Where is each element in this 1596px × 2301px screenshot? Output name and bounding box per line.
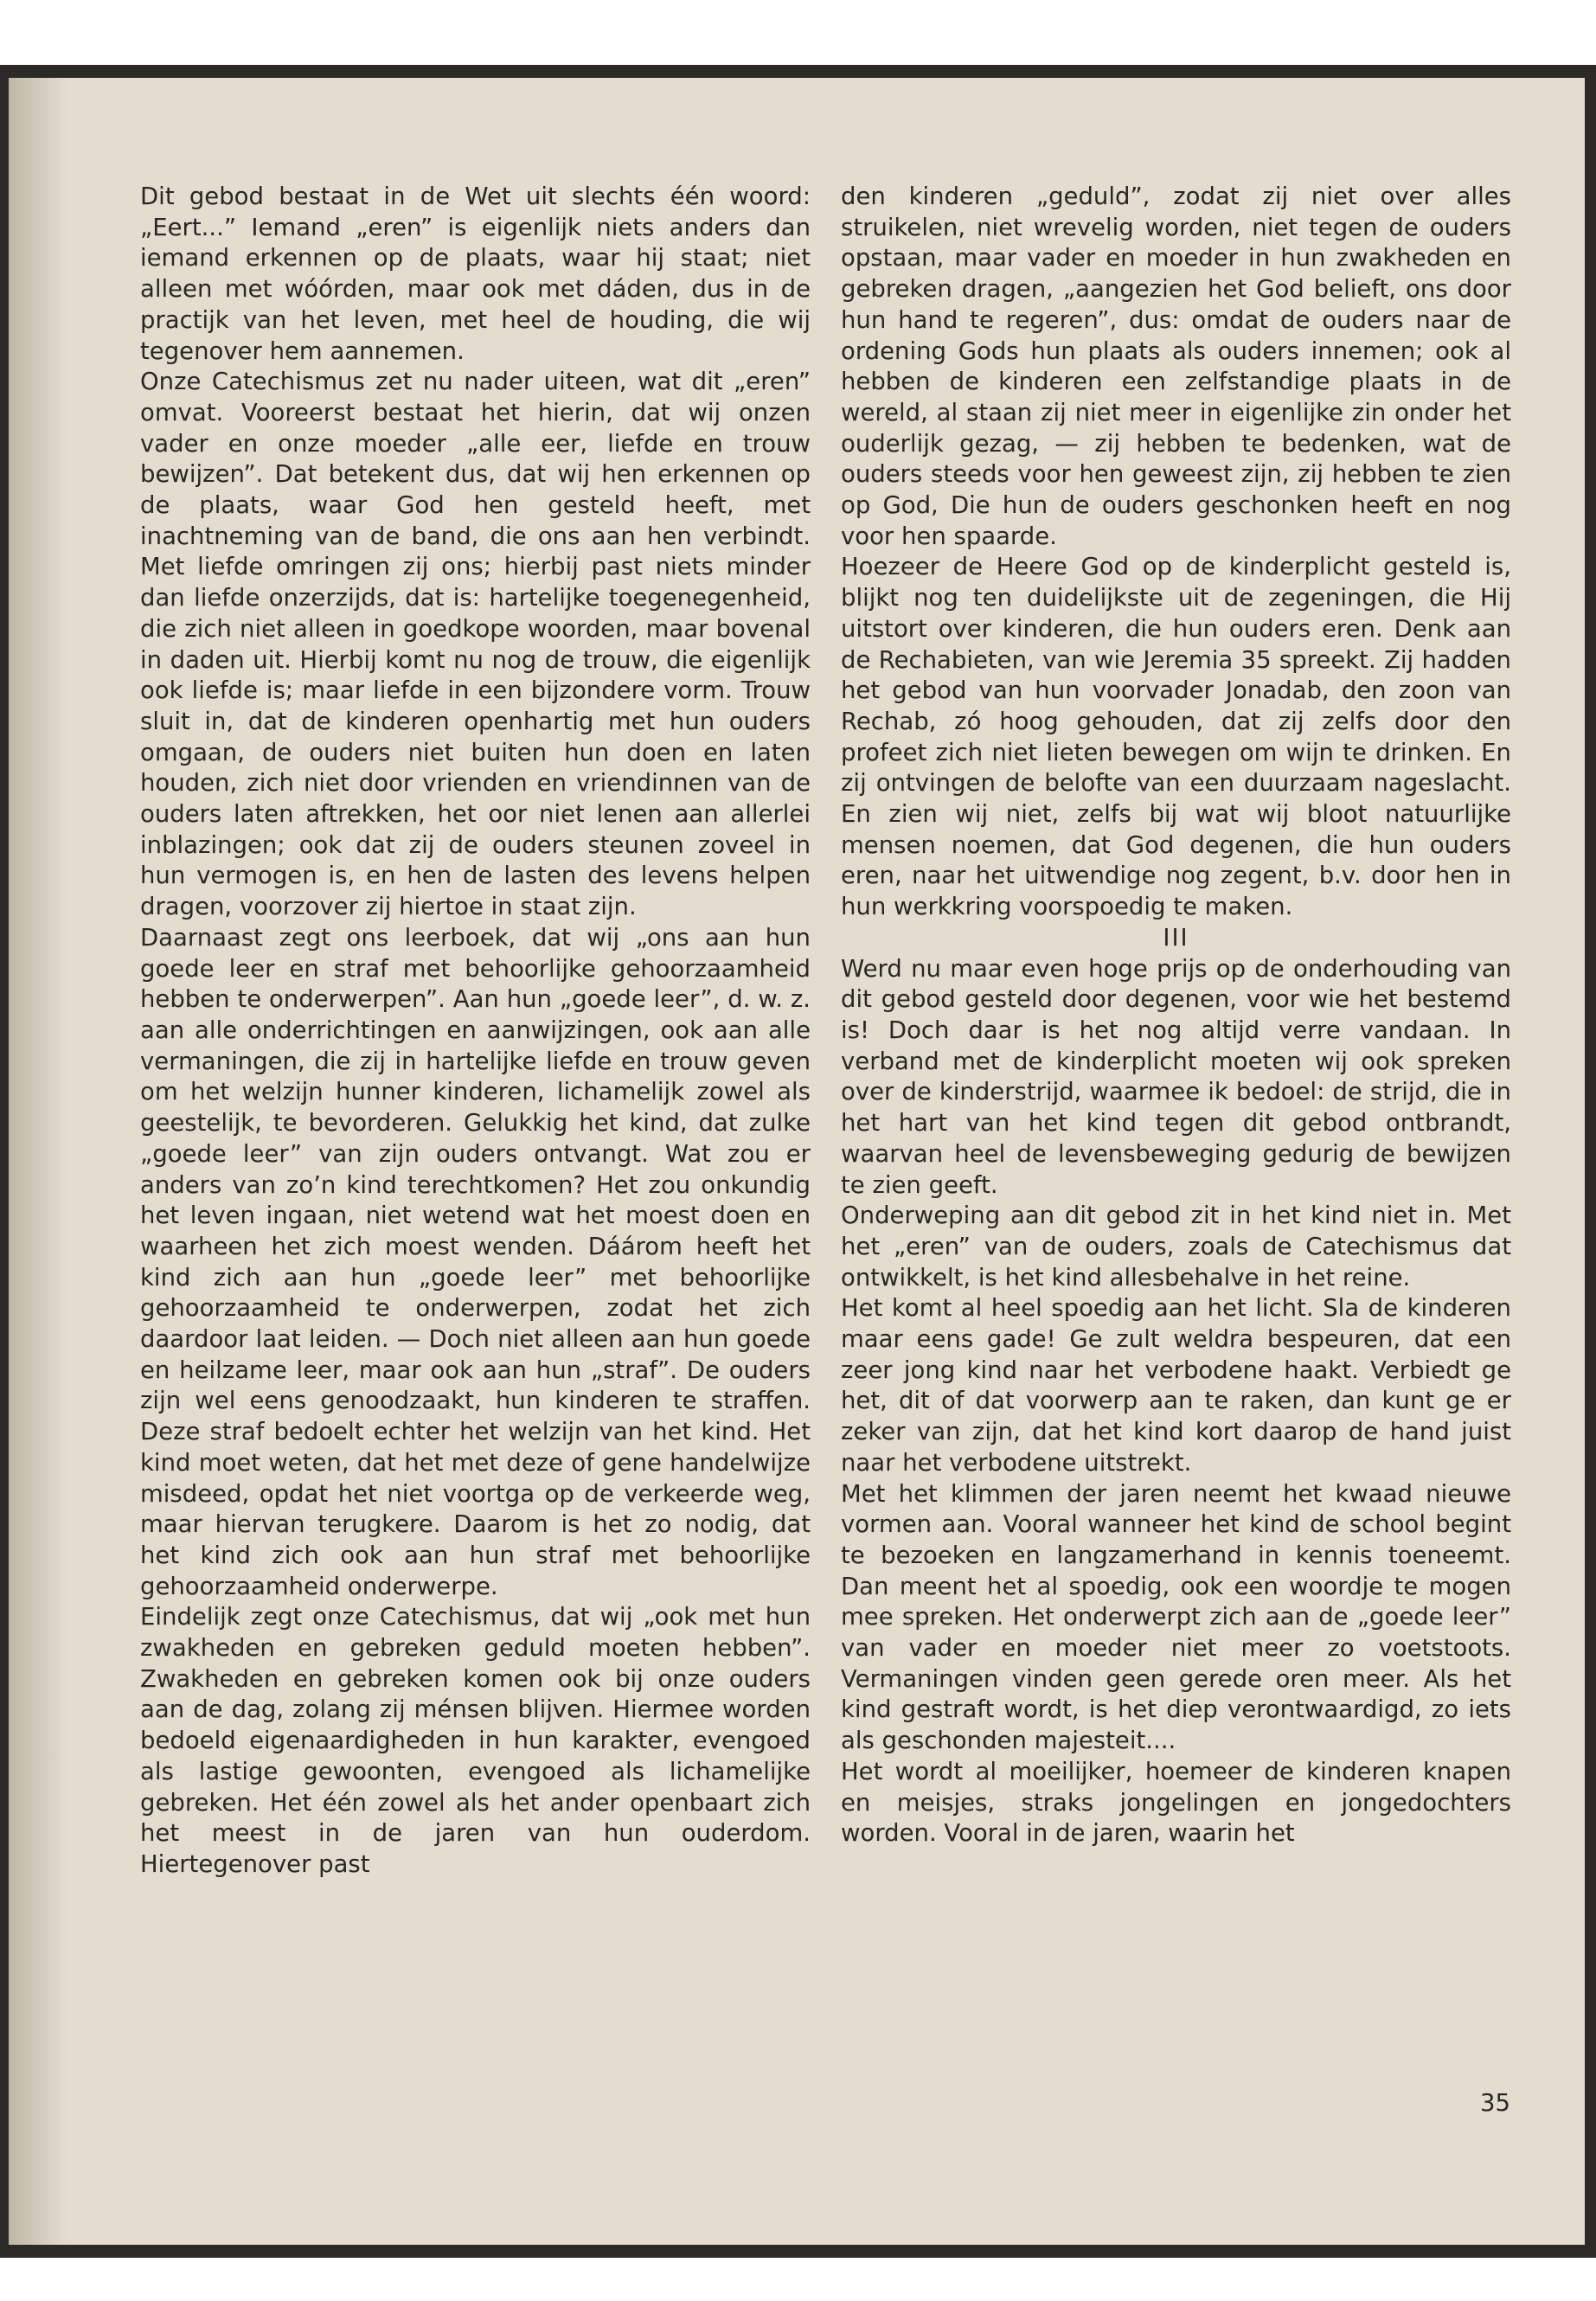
left-paragraph-2: Onze Catechismus zet nu nader uiteen, wat dit „eren” omvat. Vooreerst bestaat het hierin, dat wij onzen vader en onze moeder „alle eer, liefde en trouw bewijzen”. Dat betekent dus, dat wij hen erkennen op de plaats, waar God hen gesteld heeft, met inachtneming van de band, die ons aan hen verbindt. Met liefde omringen zij ons; hierbij past niets minder dan liefde onzerzijds, dat is: hartelijke toegenegenheid, die zich niet alleen in goedkope woorden, maar bovenal in daden uit. Hierbij komt nu nog de trouw, die eigenlijk ook liefde is; maar liefde in een bijzondere vorm. Trouw sluit in, dat de kinderen openhartig met hun ouders omgaan, de ouders niet buiten hun doen en laten houden, zich niet door vrienden en vriendinnen van de ouders laten aftrekken, het oor niet lenen aan allerlei inblazingen; ook dat zij de ouders steunen zoveel in hun vermogen is, en hen de lasten des levens helpen dragen, voorzover zij hiertoe in staat zijn.: [140, 368, 811, 921]
right-paragraph-4: Onderweping aan dit gebod zit in het kind niet in. Met het „eren” van de ouders, zoals de Catechismus dat ontwikkelt, is het kind allesbehalve in het reine.: [841, 1202, 1511, 1292]
right-paragraph-6: Met het klimmen der jaren neemt het kwaad nieuwe vormen aan. Vooral wanneer het kind de school begint te bezoeken en langzamerhand in kennis toeneemt. Dan meent het al spoedig, ook een woordje te mogen mee spreken. Het onderwerpt zich aan de „goede leer” van vader en moeder niet meer zo voetstoots. Vermaningen vinden geen gerede oren meer. Als het kind gestraft wordt, is het diep verontwaardigd, zo iets als geschonden majesteit....: [841, 1479, 1511, 1755]
right-paragraph-3: Werd nu maar even hoge prijs op de onderhouding van dit gebod gesteld door degenen, voor wie het bestemd is! Doch daar is het nog altijd verre vandaan. In verband met de kinderplicht moeten wij ook spreken over de kinderstrijd, waarmee ik bedoel: de strijd, die in het hart van het kind tegen dit gebod ontbrandt, waarvan heel de levensbeweging gedurig de bewijzen te zien geeft.: [841, 954, 1511, 1199]
right-paragraph-7: Het wordt al moeilijker, hoemeer de kinderen knapen en meisjes, straks jongelingen en jongedochters worden. Vooral in de jaren, waarin het: [841, 1757, 1511, 1848]
right-paragraph-1: den kinderen „geduld”, zodat zij niet over alles struikelen, niet wrevelig worden, niet tegen de ouders opstaan, maar vader en moeder in hun zwakheden en gebreken dragen, „aangezien het God belieft, ons door hun hand te regeren”, dus: omdat de ouders naar de ordening Gods hun plaats als ouders innemen; ook al hebben de kinderen een zelfstandige plaats in de wereld, al staan zij niet meer in eigenlijke zin onder het ouderlijk gezag, — zij hebben te bedenken, wat de ouders steeds voor hen geweest zijn, zij hebben te zien op God, Die hun de ouders geschonken heeft en nog voor hen spaarde.: [841, 183, 1511, 550]
left-paragraph-4: Eindelijk zegt onze Catechismus, dat wij „ook met hun zwakheden en gebreken geduld moeten hebben”. Zwakheden en gebreken komen ook bij onze ouders aan de dag, zolang zij ménsen blijven. Hiermee worden bedoeld eigenaardigheden in hun karakter, evengoed als lastige gewoonten, evengoed als lichamelijke gebreken. Het één zowel als het ander openbaart zich het meest in de jaren van hun ouderdom. Hiertegenover past: [140, 1603, 811, 1878]
page-number: 35: [1480, 2089, 1510, 2117]
page-binding-shadow: [9, 78, 67, 2245]
right-paragraph-5: Het komt al heel spoedig aan het licht. Sla de kinderen maar eens gade! Ge zult weldra bespeuren, dat een zeer jong kind naar het verbodene haakt. Verbiedt ge het, dit of dat voorwerp aan te raken, dan kunt ge er zeker van zijn, dat het kind kort daarop de hand juist naar het verbodene uitstrekt.: [841, 1294, 1511, 1477]
left-paragraph-3: Daarnaast zegt ons leerboek, dat wij „ons aan hun goede leer en straf met behoorlijke gehoorzaamheid hebben te onderwerpen”. Aan hun „goede leer”, d. w. z. aan alle onderrichtingen en aanwijzingen, ook aan alle vermaningen, die zij in hartelijke liefde en trouw geven om het welzijn hunner kinderen, lichamelijk zowel als geestelijk, te bevorderen. Gelukkig het kind, dat zulke „goede leer” van zijn ouders ontvangt. Wat zou er anders van zo’n kind terechtkomen? Het zou onkundig het leven ingaan, niet wetend wat het moest doen en waarheen het zich moest wenden. Dáárom heeft het kind zich aan hun „goede leer” met behoorlijke gehoorzaamheid te onderwerpen, zodat het zich daardoor laat leiden. — Doch niet alleen aan hun goede en heilzame leer, maar ook aan hun „straf”. De ouders zijn wel eens genoodzaakt, hun kinderen te straffen. Deze straf bedoelt echter het welzijn van het kind. Het kind moet weten, dat het met deze of gene handelwijze misdeed, opdat het niet voortga op de verkeerde weg, maar hiervan terugkere. Daarom is het zo nodig, dat het kind zich ook aan hun straf met behoorlijke gehoorzaamheid onderwerpe.: [140, 923, 811, 1600]
left-paragraph-1: Dit gebod bestaat in de Wet uit slechts één woord: „Eert...” Iemand „eren” is eigenlijk niets anders dan iemand erkennen op de plaats, waar hij staat; niet alleen met wóórden, maar ook met dáden, dus in de practijk van het leven, met heel de houding, die wij tegenover hem aannemen.: [140, 183, 811, 365]
right-column: [841, 182, 1511, 1849]
section-heading: III: [1163, 923, 1189, 952]
left-column: [140, 182, 811, 1881]
right-paragraph-2: Hoezeer de Heere God op de kinderplicht gesteld is, blijkt nog ten duidelijkste uit de zegeningen, die Hij uitstort over kinderen, die hun ouders eren. Denk aan de Rechabieten, van wie Jeremia 35 spreekt. Zij hadden het gebod van hun voorvader Jonadab, den zoon van Rechab, zó hoog gehouden, dat zij zelfs door den profeet zich niet lieten bewegen om wijn te drinken. En zij ontvingen de belofte van een duurzaam nageslacht. En zien wij niet, zelfs bij wat wij bloot natuurlijke mensen noemen, dat God degenen, die hun ouders eren, naar het uitwendige nog zegent, b.v. door hen in hun werkkring voorspoedig te maken.: [841, 553, 1511, 921]
